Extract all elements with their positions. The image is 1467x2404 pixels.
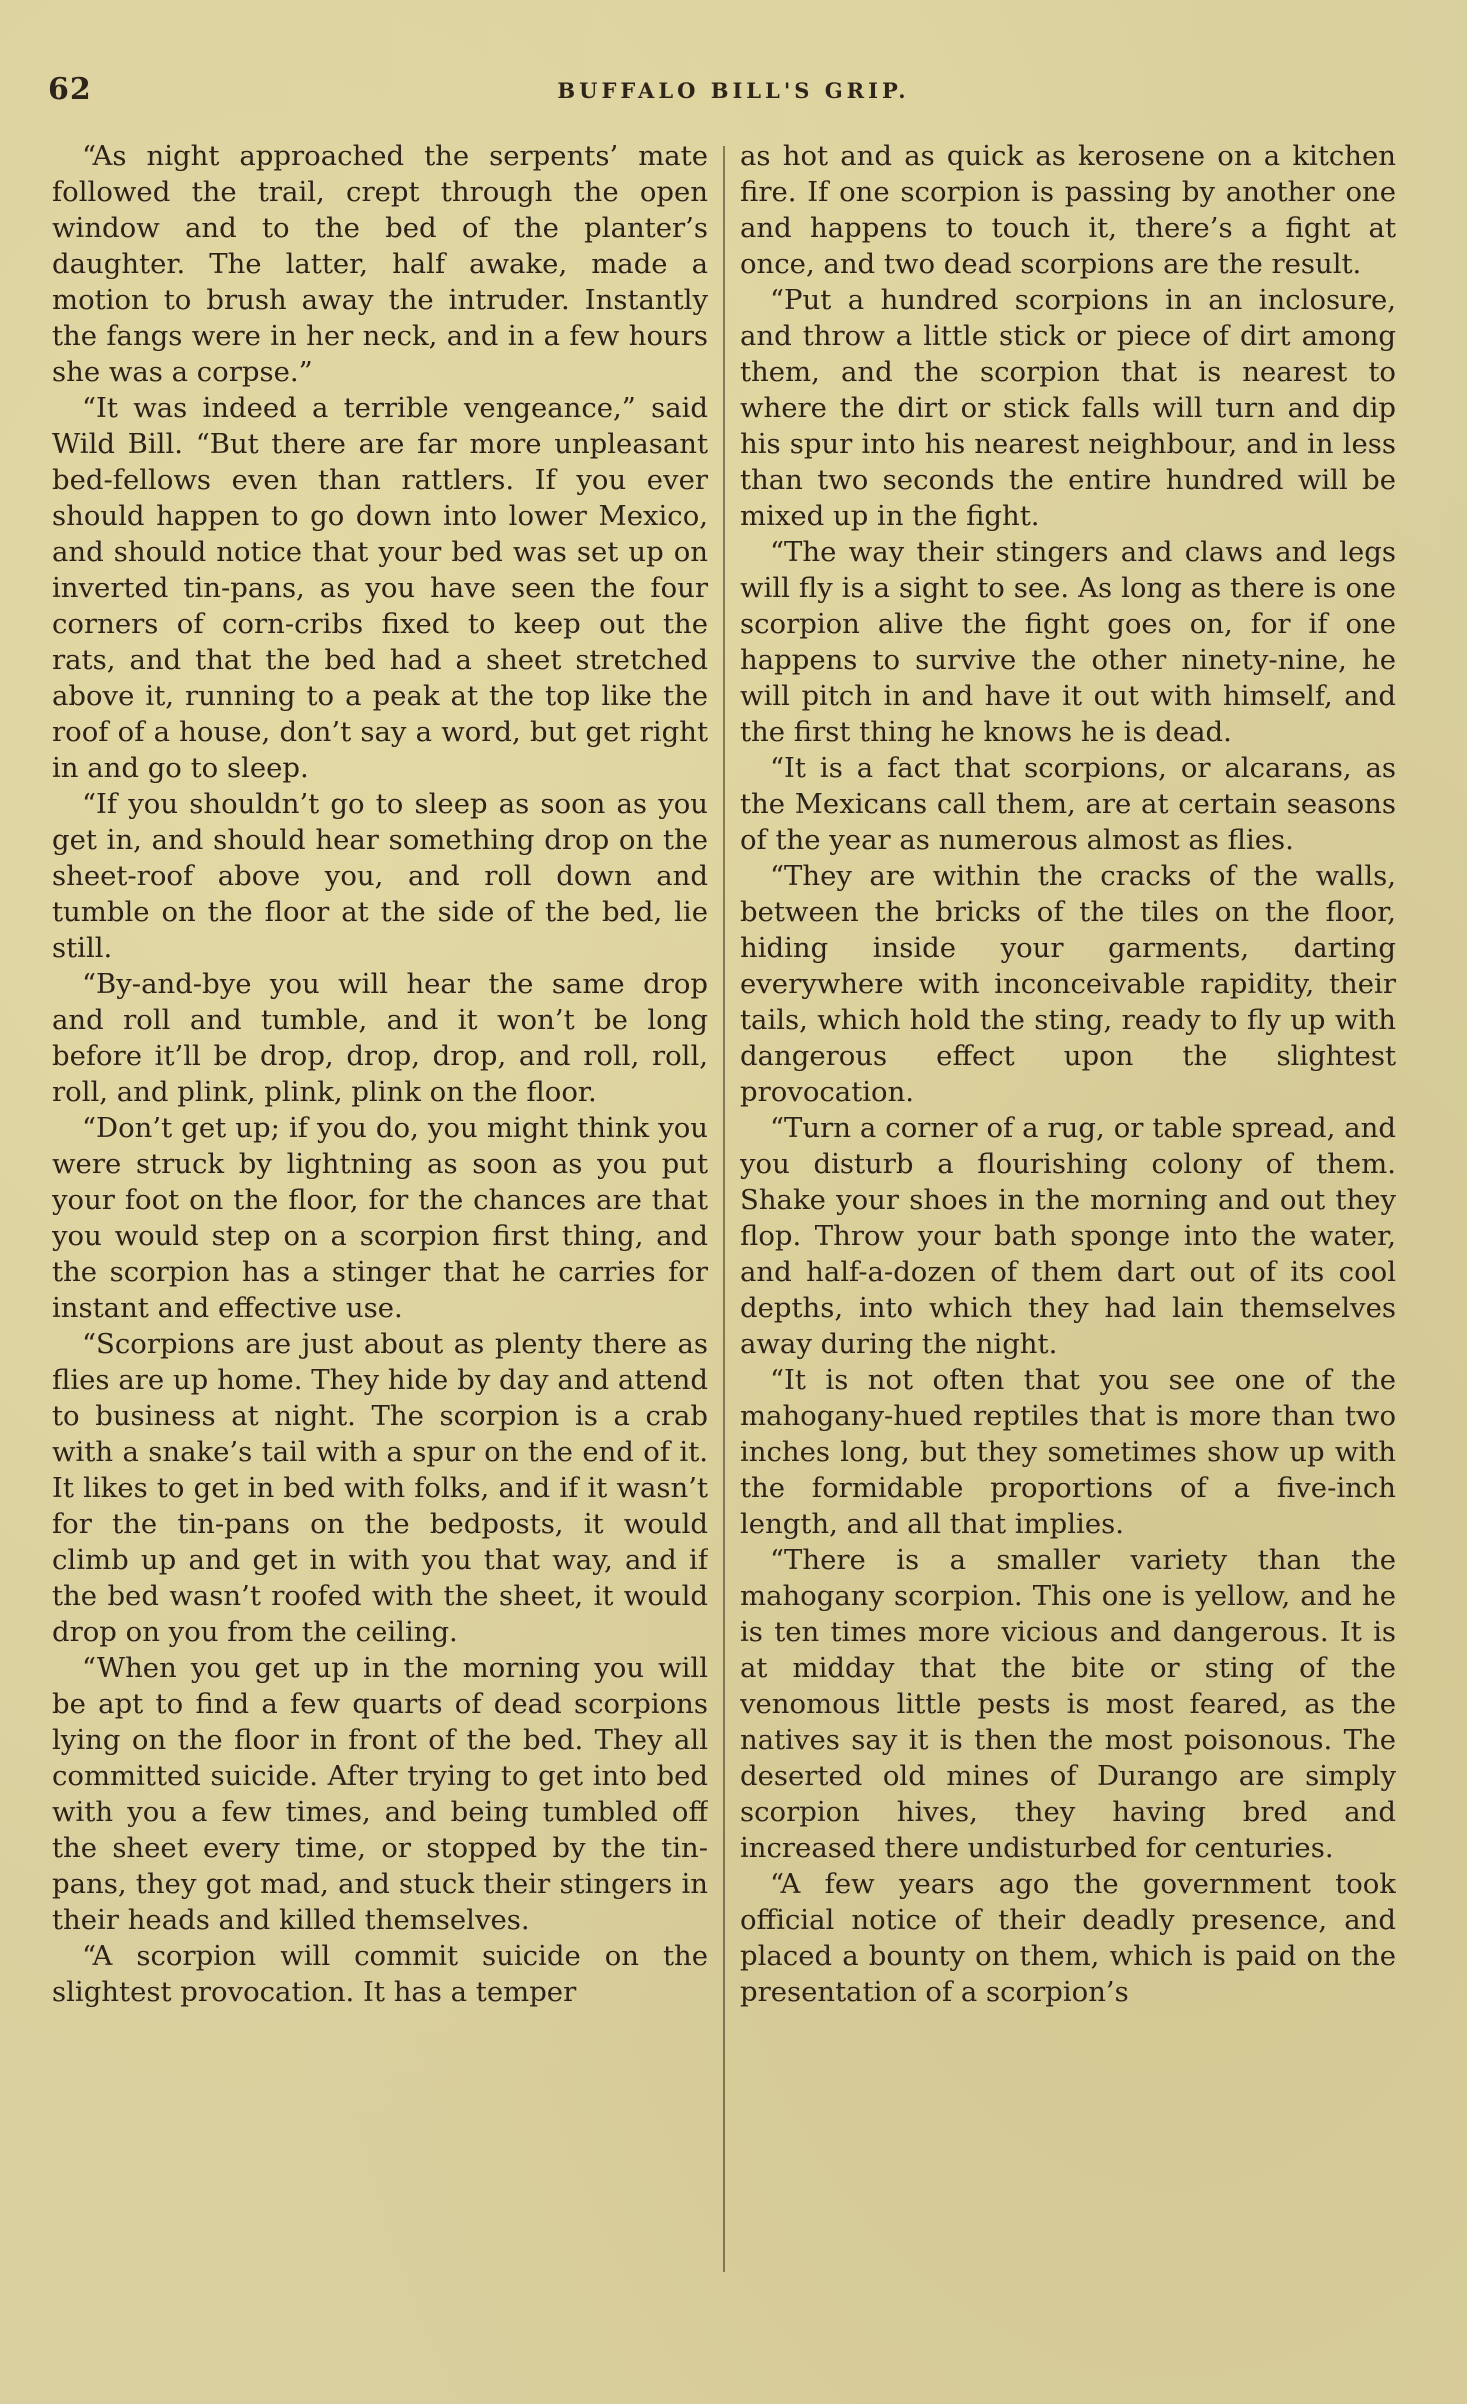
right-column <box>740 138 1396 2318</box>
paragraph: “By-and-bye you will hear the same drop and roll and tumble, and it won’t be long before it’ll be drop, drop, drop, and roll, roll, roll, and plink, plink, plink on the floor. <box>52 968 708 1108</box>
paragraph: “As night approached the serpents’ mate followed the trail, crept through the open window and to the bed of the planter’s daughter. The latter, half awake, made a motion to brush away the intruder. Instantly the fangs were in her neck, and in a few hours she was a corpse.” <box>52 140 708 388</box>
paragraph: “When you get up in the morning you will be apt to find a few quarts of dead scorpions lying on the floor in front of the bed. They all committed suicide. After trying to get into bed with you a few times, and being tumbled off the sheet every time, or stopped by the tin-pans, they got mad, and stuck their stingers in their heads and killed themselves. <box>52 1652 708 1936</box>
paragraph: “It is not often that you see one of the mahogany-hued reptiles that is more than two inches long, but they sometimes show up with the formidable proportions of a five-inch length, and all that implies. <box>740 1364 1396 1540</box>
paragraph: “It is a fact that scorpions, or alcarans, as the Mexicans call them, are at certain seasons of the year as numerous almost as flies. <box>740 752 1396 856</box>
paragraph: “A scorpion will commit suicide on the slightest provocation. It has a temper <box>52 1940 708 2008</box>
continued-paragraph: as hot and as quick as kerosene on a kitchen fire. If one scorpion is passing by another one and happens to touch it, there’s a fight at once, and two dead scorpions are the result. <box>740 140 1396 280</box>
paragraph: “They are within the cracks of the walls, between the bricks of the tiles on the floor, hiding inside your garments, darting everywhere with inconceivable rapidity, their tails, which hold the sting, ready to fly up with dangerous effect upon the slightest provocation. <box>740 860 1396 1108</box>
paragraph: “Put a hundred scorpions in an inclosure, and throw a little stick or piece of dirt among them, and the scorpion that is nearest to where the dirt or stick falls will turn and dip his spur into his nearest neighbour, and in less than two seconds the entire hundred will be mixed up in the fight. <box>740 284 1396 532</box>
paragraph: “Don’t get up; if you do, you might think you were struck by lightning as soon as you put your foot on the floor, for the chances are that you would step on a scorpion first thing, and the scorpion has a stinger that he carries for instant and effective use. <box>52 1112 708 1324</box>
paragraph: “Scorpions are just about as plenty there as flies are up home. They hide by day and attend to business at night. The scorpion is a crab with a snake’s tail with a spur on the end of it. It likes to get in bed with folks, and if it wasn’t for the tin-pans on the bedposts, it would climb up and get in with you that way, and if the bed wasn’t roofed with the sheet, it would drop on you from the ceiling. <box>52 1328 708 1648</box>
paragraph: “It was indeed a terrible vengeance,” said Wild Bill. “But there are far more unpleasant bed-fellows even than rattlers. If you ever should happen to go down into lower Mexico, and should notice that your bed was set up on inverted tin-pans, as you have seen the four corners of corn-cribs fixed to keep out the rats, and that the bed had a sheet stretched above it, running to a peak at the top like the roof of a house, don’t say a word, but get right in and go to sleep. <box>52 392 708 784</box>
running-head: BUFFALO BILL'S GRIP. <box>557 78 910 103</box>
paragraph: “The way their stingers and claws and legs will fly is a sight to see. As long as there is one scorpion alive the fight goes on, for if one happens to survive the other ninety-nine, he will pitch in and have it out with himself, and the first thing he knows he is dead. <box>740 536 1396 748</box>
page-number: 62 <box>48 72 92 107</box>
column-divider <box>723 146 725 2272</box>
left-column <box>52 138 708 2318</box>
paragraph: “If you shouldn’t go to sleep as soon as you get in, and should hear something drop on the sheet-roof above you, and roll down and tumble on the floor at the side of the bed, lie still. <box>52 788 708 964</box>
paragraph: “A few years ago the government took official notice of their deadly presence, and placed a bounty on them, which is paid on the presentation of a scorpion’s <box>740 1868 1396 2008</box>
paragraph: “Turn a corner of a rug, or table spread, and you disturb a flourishing colony of them. Shake your shoes in the morning and out they flop. Throw your bath sponge into the water, and half-a-dozen of them dart out of its cool depths, into which they had lain themselves away during the night. <box>740 1112 1396 1360</box>
paragraph: “There is a smaller variety than the mahogany scorpion. This one is yellow, and he is ten times more vicious and dangerous. It is at midday that the bite or sting of the venomous little pests is most feared, as the natives say it is then the most poisonous. The deserted old mines of Durango are simply scorpion hives, they having bred and increased there undisturbed for centuries. <box>740 1544 1396 1864</box>
